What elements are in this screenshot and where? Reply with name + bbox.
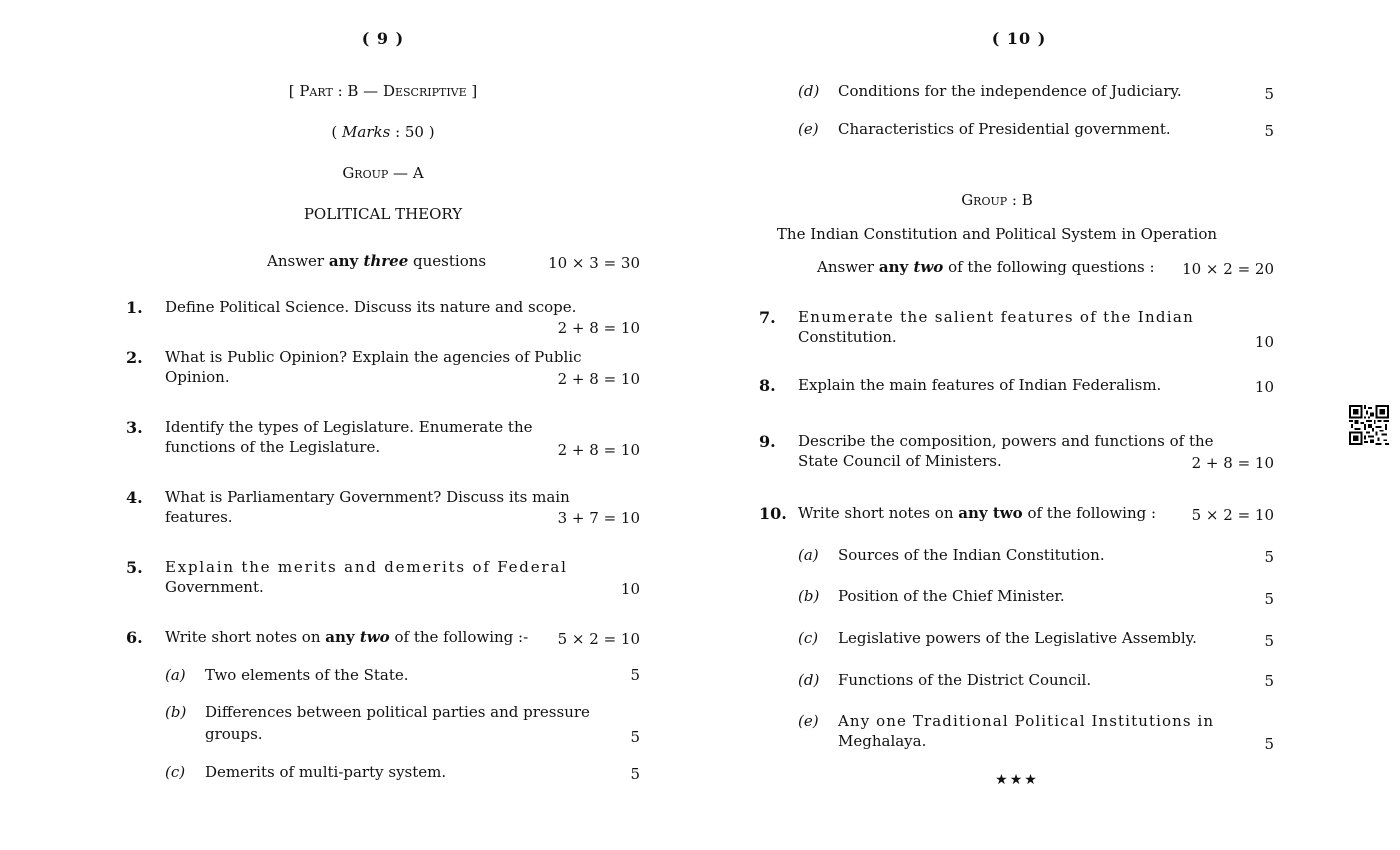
subpart-marks: 5 (1264, 590, 1274, 608)
group-heading: Group : B (961, 191, 1033, 209)
question-number: 10. (759, 504, 787, 523)
subpart-marks: 5 (1264, 122, 1274, 140)
question-text: Explain the merits and demerits of Federal (165, 558, 568, 576)
question-marks: 5 × 2 = 10 (557, 630, 640, 648)
question-marks: 10 (620, 580, 640, 598)
subpart-text: Position of the Chief Minister. (838, 587, 1065, 605)
instruction-marks: 10 × 3 = 30 (548, 254, 640, 272)
marks-label: Marks (342, 123, 391, 141)
subpart-label: (d) (798, 82, 820, 100)
question-text-cont: features. (165, 508, 233, 526)
subpart-label: (c) (798, 629, 819, 647)
question-text: What is Parliamentary Government? Discuss its main (165, 488, 570, 506)
question-text: What is Public Opinion? Explain the agencies of Public (165, 348, 582, 366)
subpart-label: (a) (798, 546, 819, 564)
subpart-text: Demerits of multi-party system. (205, 763, 447, 781)
subpart-label: (e) (798, 712, 819, 730)
subpart-text: Functions of the District Council. (838, 671, 1092, 689)
instruction-marks: 10 × 2 = 20 (1182, 260, 1274, 278)
question-text-cont: Opinion. (165, 368, 230, 386)
question-marks: 10 (1254, 333, 1274, 351)
question-text-cont: Government. (165, 578, 264, 596)
subpart-marks: 5 (1264, 632, 1274, 650)
question-text: Enumerate the salient features of the Indian (798, 308, 1195, 326)
question-number: 8. (759, 376, 776, 395)
subpart-label: (c) (165, 763, 186, 781)
question-number: 6. (126, 628, 143, 647)
part-heading: [ Part : B — Descriptive ] (288, 82, 478, 100)
subpart-text: Any one Traditional Political Institutions in (838, 712, 1215, 730)
subpart-text: Conditions for the independence of Judiciary. (838, 82, 1182, 100)
question-text-cont: Constitution. (798, 328, 897, 346)
question-number: 4. (126, 488, 143, 507)
page-number: ( 9 ) (361, 29, 405, 48)
subpart-text: Legislative powers of the Legislative Assembly. (838, 629, 1197, 647)
subpart-text: Characteristics of Presidential government. (838, 120, 1171, 138)
subpart-marks: 5 (630, 666, 640, 684)
question-text: Write short notes on any two of the following : (798, 504, 1157, 522)
question-marks: 2 + 8 = 10 (557, 370, 640, 388)
subpart-text: Differences between political parties and pressure (205, 703, 590, 721)
question-marks: 2 + 8 = 10 (1191, 454, 1274, 472)
question-number: 5. (126, 558, 143, 577)
right-page (700, 0, 1400, 850)
subpart-marks: 5 (1264, 735, 1274, 753)
subpart-text: Two elements of the State. (205, 666, 409, 684)
question-number: 9. (759, 432, 776, 451)
question-marks: 2 + 8 = 10 (557, 441, 640, 459)
subpart-marks: 5 (1264, 85, 1274, 103)
question-number: 2. (126, 348, 143, 367)
question-text-cont: State Council of Ministers. (798, 452, 1002, 470)
marks-value: : 50 ) (395, 123, 435, 141)
group-heading: Group — A (342, 164, 424, 182)
subpart-label: (a) (165, 666, 186, 684)
page-number: ( 10 ) (991, 29, 1047, 48)
instruction: Answer any two of the following questions : (817, 258, 1155, 276)
end-mark: ★★★ (995, 772, 1039, 788)
subpart-marks: 5 (1264, 672, 1274, 690)
subpart-label: (e) (798, 120, 819, 138)
qr-code-icon (1349, 405, 1389, 445)
subpart-text: Sources of the Indian Constitution. (838, 546, 1105, 564)
question-number: 3. (126, 418, 143, 437)
question-text: Describe the composition, powers and functions of the (798, 432, 1214, 450)
question-text-cont: functions of the Legislature. (165, 438, 381, 456)
subject-heading: POLITICAL THEORY (303, 205, 463, 223)
subpart-label: (b) (798, 587, 820, 605)
question-text: Identify the types of Legislature. Enumerate the (165, 418, 533, 436)
subpart-text-cont: Meghalaya. (838, 732, 927, 750)
question-number: 7. (759, 308, 776, 327)
subpart-marks: 5 (630, 765, 640, 783)
subpart-marks: 5 (1264, 548, 1274, 566)
question-number: 1. (126, 298, 143, 317)
question-text: Define Political Science. Discuss its nature and scope. (165, 298, 577, 316)
instruction: Answer any three questions (267, 252, 487, 270)
question-text: Write short notes on any two of the following :- (165, 628, 529, 646)
subpart-marks: 5 (630, 728, 640, 746)
question-marks: 10 (1254, 378, 1274, 396)
subject-heading: The Indian Constitution and Political System in Operation (776, 225, 1218, 243)
subpart-label: (d) (798, 671, 820, 689)
question-marks: 5 × 2 = 10 (1191, 506, 1274, 524)
subpart-label: (b) (165, 703, 187, 721)
question-marks: 3 + 7 = 10 (557, 509, 640, 527)
subpart-text-cont: groups. (205, 725, 263, 743)
question-marks: 2 + 8 = 10 (557, 319, 640, 337)
marks-heading: ( Marks : 50 ) (331, 123, 435, 141)
question-text: Explain the main features of Indian Federalism. (798, 376, 1162, 394)
